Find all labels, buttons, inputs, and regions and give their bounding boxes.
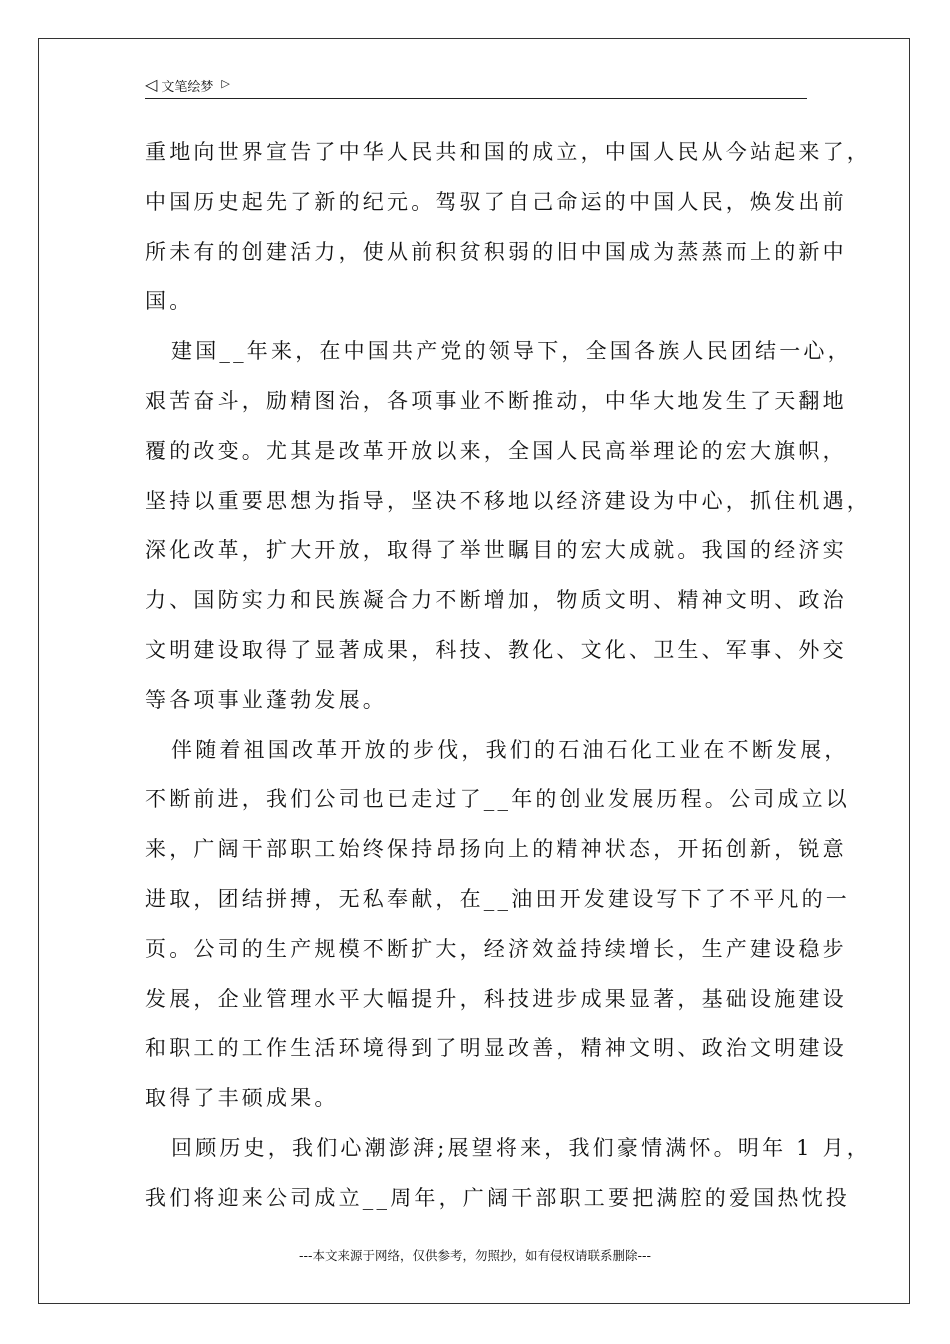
text-line: 取得了丰硕成果。: [145, 1086, 339, 1111]
text-line: 来，广阔干部职工始终保持昂扬向上的精神状态，开拓创新，锐意: [145, 837, 847, 862]
text-line: 力、国防实力和民族凝合力不断增加，物质文明、精神文明、政治: [145, 588, 847, 613]
text-line: 等各项事业蓬勃发展。: [145, 687, 387, 712]
text-line: 文明建设取得了显著成果，科技、教化、文化、卫生、军事、外交: [145, 637, 847, 662]
text-line: 所未有的创建活力，使从前积贫积弱的旧中国成为蒸蒸而上的新中: [145, 239, 847, 264]
text-line: 我们将迎来公司成立__周年，广阔干部职工要把满腔的爱国热忱投: [145, 1185, 850, 1210]
text-line: 和职工的工作生活环境得到了明显改善，精神文明、政治文明建设: [145, 1036, 847, 1061]
text-line: 伴随着祖国改革开放的步伐，我们的石油石化工业在不断发展，: [171, 737, 849, 762]
page-header: [145, 72, 807, 99]
text-line: 艰苦奋斗，励精图治，各项事业不断推动，中华大地发生了天翻地: [145, 388, 847, 413]
text-line: 回顾历史，我们心潮澎湃;展望将来，我们豪情满怀。明年 1 月，: [171, 1135, 871, 1160]
text-line: 中国历史起先了新的纪元。驾驭了自己命运的中国人民，焕发出前: [145, 189, 847, 214]
document-body: [145, 128, 871, 1224]
header-title: 文笔绘梦: [161, 79, 214, 95]
triangle-left-icon: ◁: [145, 75, 158, 94]
paragraph: [145, 327, 871, 725]
text-line: 进取，团结拼搏，无私奉献，在__油田开发建设写下了不平凡的一: [145, 886, 850, 911]
text-line: 重地向世界宣告了中华人民共和国的成立，中国人民从今站起来了，: [145, 140, 871, 164]
text-line: 不断前进，我们公司也已走过了__年的创业发展历程。公司成立以: [145, 787, 850, 812]
page-footer-disclaimer: ---本文来源于网络，仅供参考，勿照抄，如有侵权请联系删除---: [298, 1248, 652, 1263]
text-line: 国。: [145, 289, 194, 314]
paragraph: [145, 1124, 871, 1224]
triangle-right-icon: ▷: [221, 76, 230, 90]
text-line: 覆的改变。尤其是改革开放以来，全国人民高举理论的宏大旗帜，: [145, 438, 847, 463]
paragraph: [145, 128, 871, 327]
text-line: 深化改革，扩大开放，取得了举世瞩目的宏大成就。我国的经济实: [145, 538, 847, 563]
text-line: 页。公司的生产规模不断扩大，经济效益持续增长，生产建设稳步: [145, 936, 847, 961]
paragraph: [145, 726, 850, 1124]
text-line: 建国__年来，在中国共产党的领导下，全国各族人民团结一心，: [171, 339, 852, 364]
text-line: 发展，企业管理水平大幅提升，科技进步成果显著，基础设施建设: [145, 986, 847, 1011]
text-line: 坚持以重要思想为指导，坚决不移地以经济建设为中心，抓住机遇，: [145, 488, 871, 513]
